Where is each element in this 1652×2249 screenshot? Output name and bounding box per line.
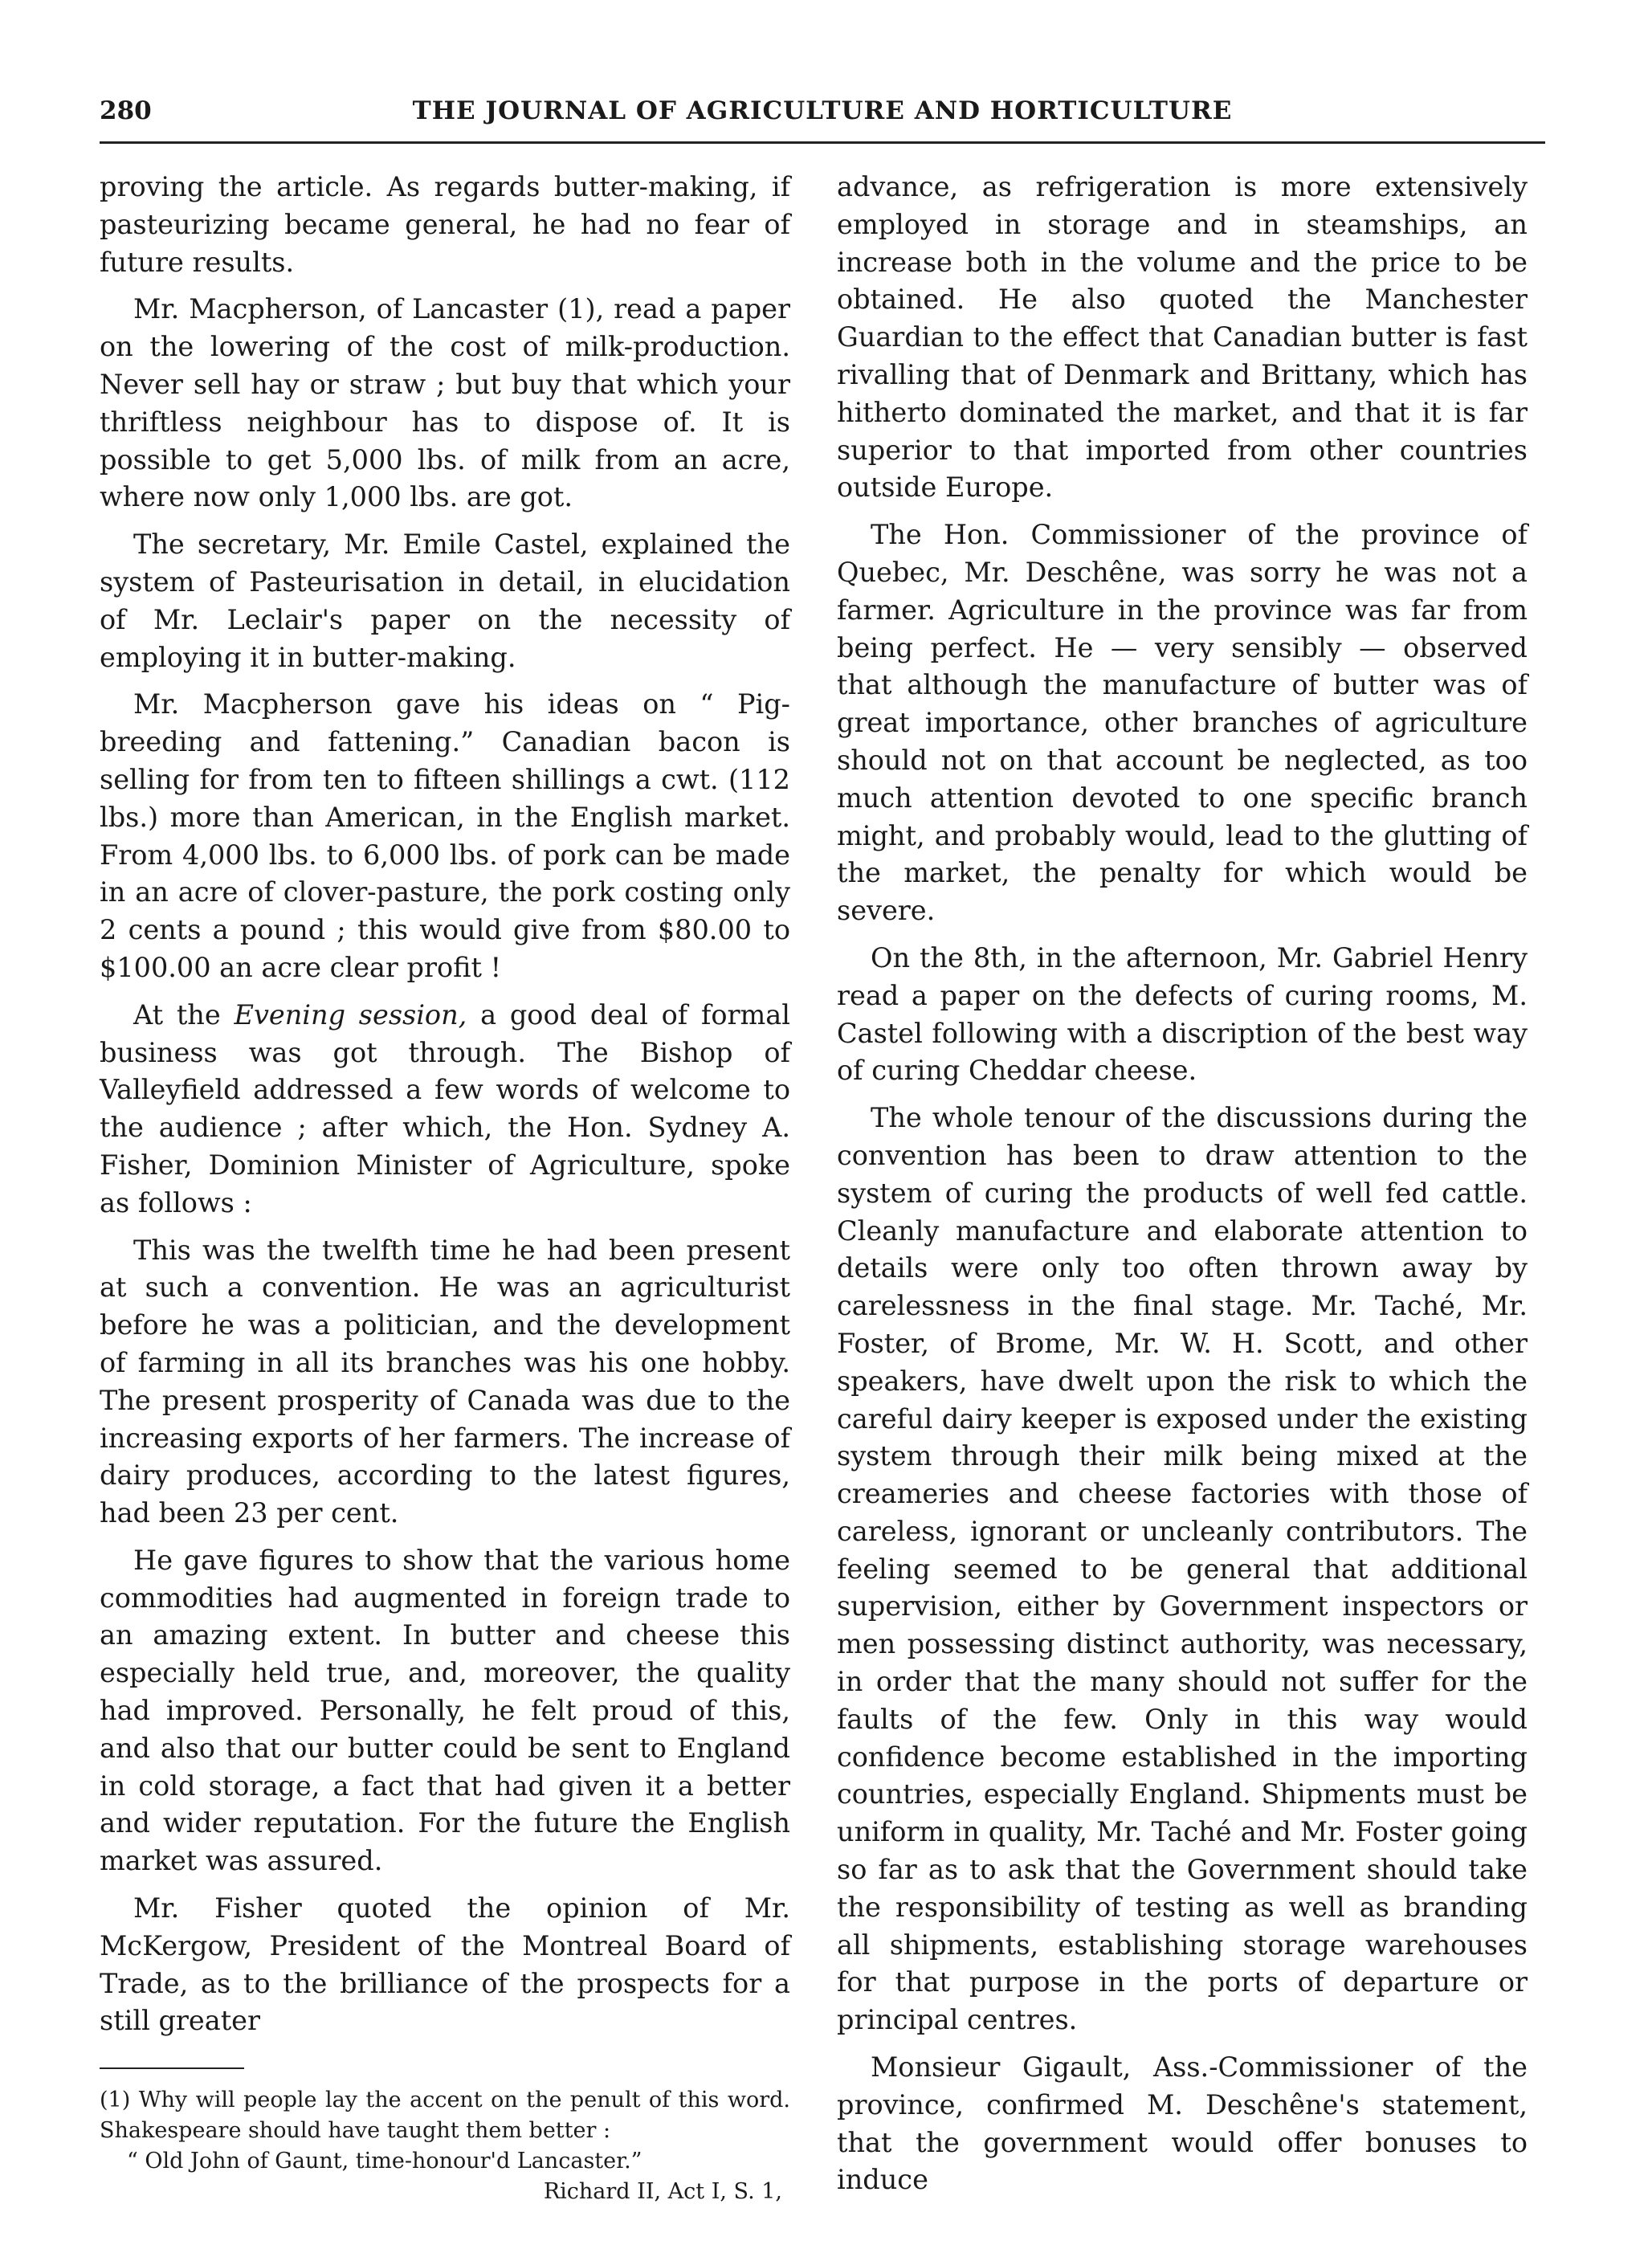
paragraph: He gave figures to show that the various home commodities had augmented in foreign trade to an amazing extent. In butter and cheese this especially held true, and, moreover, the quality had improved. Personally, he felt proud of this, and also that our butter could be sent to England in cold storage, a fact that had given it a better and wider reputation. For the future the English market was assured.	[100, 1544, 790, 1877]
paragraph-lead: At the	[133, 998, 235, 1031]
left-column	[100, 169, 790, 2207]
footnote-rule	[100, 2067, 244, 2069]
paragraph: proving the article. As regards butter-making, if pasteurizing became general, he had no fear of future results.	[100, 171, 790, 278]
journal-page	[100, 88, 1545, 2205]
paragraph: The secretary, Mr. Emile Castel, explained the system of Pasteurisation in detail, in elucidation of Mr. Leclair's paper on the necessity of employing it in butter-making.	[100, 529, 790, 673]
paragraph: Mr. Macpherson gave his ideas on “ Pig-breeding and fattening.” Canadian bacon is selling for from ten to fifteen shillings a cwt. (112 lbs.) more than American, in the English market. From 4,000 lbs. to 6,000 lbs. of pork can be made in an acre of clover-pasture, the pork costing only 2 cents a pound ; this would give from $80.00 to $100.00 an acre clear profit !	[100, 688, 790, 983]
paragraph: Mr. Fisher quoted the opinion of Mr. McKergow, President of the Montreal Board of Trade, as to the brilliance of the prospects for a still greater	[100, 1892, 790, 2037]
header-rule	[100, 141, 1545, 144]
page-number: 280	[100, 96, 152, 125]
paragraph: Mr. Macpherson, of Lancaster (1), read a paper on the lowering of the cost of milk-production. Never sell hay or straw ; but buy that which your thriftless neighbour has to dispose of. It is possible to get 5,000 lbs. of milk from an acre, where now only 1,000 lbs. are got.	[100, 293, 790, 513]
paragraph: On the 8th, in the afternoon, Mr. Gabriel Henry read a paper on the defects of curing rooms, M. Castel following with a discription of the best way of curing Cheddar cheese.	[837, 941, 1528, 1087]
running-title: THE JOURNAL OF AGRICULTURE AND HORTICULTURE	[412, 96, 1233, 125]
footnote-quote: “ Old John of Gaunt, time-honour'd Lancaster.”	[127, 2149, 642, 2174]
footnote	[100, 2085, 790, 2207]
footnote-citation: Richard II, Act I, S. 1,	[543, 2179, 782, 2205]
paragraph-rest: a good deal of formal business was got through. The Bishop of Valleyfield addressed a few words of welcome to the audience ; after which, the Hon. Sydney A. Fisher, Dominion Minister of Agriculture, spoke as follows :	[100, 998, 790, 1218]
paragraph: The Hon. Commissioner of the province of Quebec, Mr. Deschêne, was sorry he was not a farmer. Agriculture in the province was far from being perfect. He — very sensibly — observed that although the manufacture of butter was of great importance, other branches of agriculture should not on that account be neglected, as too much attention devoted to one specific branch might, and probably would, lead to the glutting of the market, the penalty for which would be severe.	[837, 519, 1528, 927]
italic-phrase: Evening session,	[234, 998, 467, 1031]
paragraph: Monsieur Gigault, Ass.-Commissioner of the province, confirmed M. Deschêne's statement, that the government would offer bonuses to induce	[837, 2051, 1528, 2196]
paragraph: This was the twelfth time he had been present at such a convention. He was an agriculturist before he was a politician, and the development of farming in all its branches was his one hobby. The present prosperity of Canada was due to the increasing exports of her farmers. The increase of dairy produces, according to the latest figures, had been 23 per cent.	[100, 1234, 790, 1529]
footnote-text: (1) Why will people lay the accent on the penult of this word. Shakespeare should have taught them better :	[100, 2088, 790, 2144]
right-column	[837, 169, 1528, 2209]
paragraph	[100, 997, 790, 1222]
paragraph: The whole tenour of the discussions during the convention has been to draw attention to the system of curing the products of well fed cattle. Cleanly manufacture and elaborate attention to details were only too often thrown away by carelessness in the final stage. Mr. Taché, Mr. Foster, of Brome, Mr. W. H. Scott, and other speakers, have dwelt upon the risk to which the careful dairy keeper is exposed under the existing system through their milk being mixed at the creameries and cheese factories with those of careless, ignorant or uncleanly contributors. The feeling seemed to be general that additional supervision, either by Government inspectors or men possessing distinct authority, was necessary, in order that the many should not suffer for the faults of the few. Only in this way would confidence become established in the importing countries, especially England. Shipments must be uniform in quality, Mr. Taché and Mr. Foster going so far as to ask that the Government should take the responsibility of testing as well as branding all shipments, establishing storage warehouses for that purpose in the ports of departure or principal centres.	[837, 1102, 1528, 2036]
paragraph: advance, as refrigeration is more extensively employed in storage and in steamships, an increase both in the volume and the price to be obtained. He also quoted the Manchester Guardian to the effect that Canadian butter is fast rivalling that of Denmark and Brittany, which has hitherto dominated the market, and that it is far superior to that imported from other countries outside Europe.	[837, 171, 1528, 504]
page-header	[100, 88, 1545, 137]
